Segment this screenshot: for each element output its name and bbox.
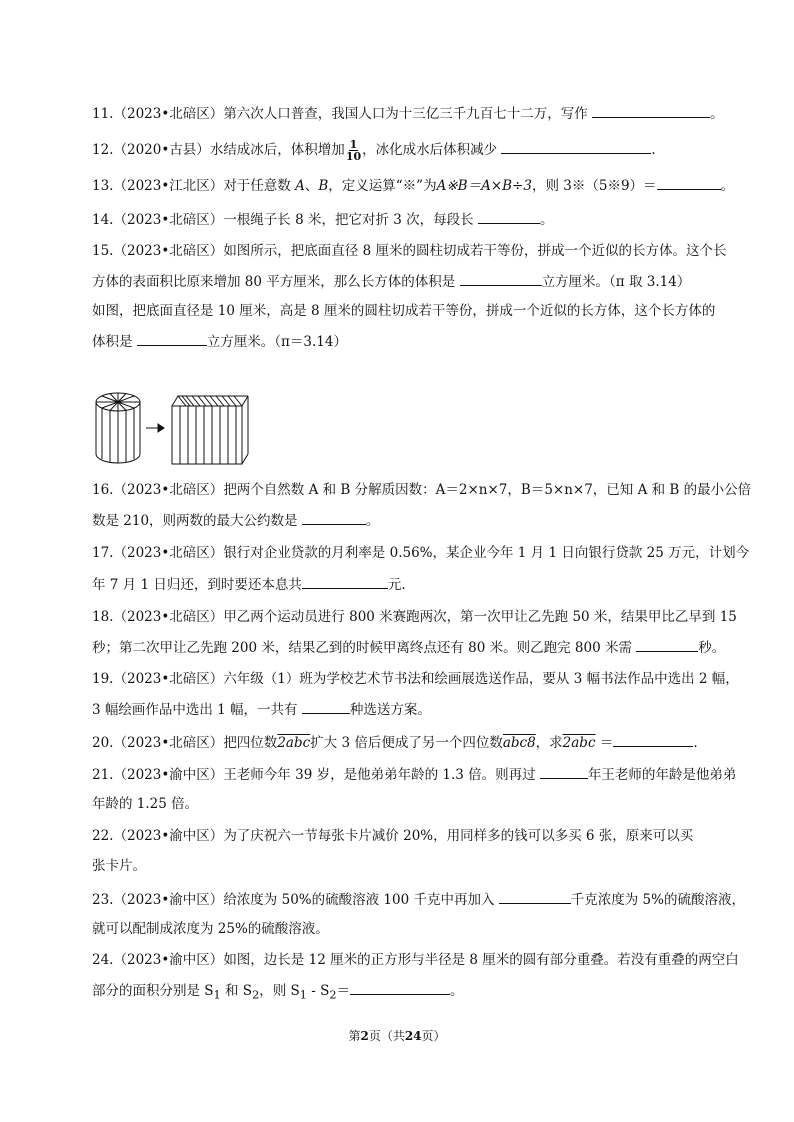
cylinder-to-cuboid-figure: [88, 388, 268, 468]
answer-blank[interactable]: [636, 637, 698, 652]
four-digit-number: 2abc: [562, 735, 596, 751]
question-16-line-2: [92, 510, 379, 531]
operation-definition: A※B＝A×B÷3: [436, 178, 532, 194]
punct: 、: [304, 178, 319, 194]
var-b: B: [318, 178, 329, 194]
answer-blank[interactable]: [137, 331, 207, 346]
footer-text: 页）: [421, 1029, 446, 1043]
subscript: 1: [213, 988, 221, 1002]
question-number: 15.: [92, 243, 114, 259]
subscript: 1: [299, 988, 307, 1002]
question-17-line-2: [92, 574, 406, 595]
page-number: 2: [360, 1029, 369, 1043]
question-source: （2023•北碚区）: [113, 482, 224, 498]
question-number: 19.: [92, 671, 114, 687]
question-text: 如图，把底面直径是 10 厘米，高是 8 厘米的圆柱切成若干等份，拼成一个近似的长方体，这个长方体的: [92, 303, 716, 319]
question-number: 20.: [92, 735, 114, 751]
numerator: 1: [349, 138, 358, 151]
question-text: ，定义运算“※”为: [328, 178, 437, 194]
denominator: 10: [345, 150, 362, 163]
question-number: 21.: [92, 767, 114, 783]
question-22-line-1: [92, 826, 693, 846]
punct: 。: [720, 178, 735, 194]
question-text: 立方厘米。（π＝3.14）: [206, 334, 347, 350]
answer-blank[interactable]: [501, 139, 651, 154]
question-text: 张卡片。: [92, 858, 146, 874]
question-number: 16.: [92, 482, 114, 498]
answer-blank[interactable]: [302, 574, 388, 589]
question-text: - S: [306, 983, 330, 999]
question-text: ＝: [336, 983, 351, 999]
question-text: 数是 210，则两数的最大公约数是: [92, 513, 298, 529]
question-text: 为了庆祝六一节每张卡片减价 20%，用同样多的钱可以多买 6 张，原来可以买: [223, 828, 694, 844]
footer-text: 第: [348, 1029, 361, 1043]
question-source: （2023•北碚区）: [113, 671, 224, 687]
question-15-line-4: [92, 331, 347, 352]
fraction: [346, 139, 361, 162]
question-text: 年王老师的年龄是他弟弟: [587, 767, 737, 783]
punct: .: [693, 735, 698, 751]
question-number: 13.: [92, 178, 114, 194]
question-13: [92, 175, 734, 196]
question-24-line-1: [92, 950, 739, 970]
answer-blank[interactable]: [657, 175, 721, 190]
question-19-line-1: [92, 669, 739, 689]
question-text: 给浓度为 50%的硫酸溶液 100 千克中再加入: [223, 892, 495, 908]
question-source: （2023•北碚区）: [113, 545, 224, 561]
question-text: 把四位数: [223, 735, 278, 751]
answer-blank[interactable]: [302, 699, 350, 714]
question-21-line-1: [92, 764, 736, 785]
answer-blank[interactable]: [478, 209, 540, 224]
question-18-line-2: [92, 637, 725, 658]
answer-blank[interactable]: [350, 980, 450, 995]
question-source: （2023•江北区）: [113, 178, 224, 194]
total-pages: 24: [404, 1029, 422, 1043]
question-text: ，则 3※（5※9）＝: [531, 178, 657, 194]
question-text: ，冰化成水后体积减少: [362, 142, 498, 158]
question-15-line-2: [92, 271, 690, 292]
question-15-line-3: [92, 301, 715, 321]
punct: 种选送方案。: [349, 702, 431, 718]
question-12: [92, 139, 656, 162]
question-20: [92, 732, 698, 753]
question-text: ，求: [535, 735, 563, 751]
question-text: 3 幅绘画作品中选出 1 幅，一共有: [92, 702, 298, 718]
question-text: 第六次人口普查，我国人口为十三亿三千九百七十二万，写作: [223, 106, 588, 122]
question-23-line-2: [92, 919, 329, 939]
answer-blank[interactable]: [592, 103, 710, 118]
question-text: 秒；第二次甲让乙先跑 200 米，结果乙到的时候甲离终点还有 80 米。则乙跑完 800 米需: [92, 640, 632, 656]
punct: 。: [365, 513, 380, 529]
question-number: 14.: [92, 212, 114, 228]
question-source: （2023•北碚区）: [113, 212, 224, 228]
question-text: 一根绳子长 8 米，把它对折 3 次，每段长: [223, 212, 474, 228]
question-source: （2023•渝中区）: [113, 952, 224, 968]
question-text: 扩大 3 倍后便成了另一个四位数: [310, 735, 503, 751]
question-text: 水结成冰后，体积增加: [209, 142, 345, 158]
question-source: （2023•北碚区）: [113, 609, 224, 625]
question-19-line-2: [92, 699, 431, 720]
four-digit-number: abc8: [502, 735, 536, 751]
question-text: 和 S: [220, 983, 253, 999]
question-number: 17.: [92, 545, 114, 561]
punct: .: [651, 142, 656, 158]
question-14: [92, 209, 553, 230]
question-source: （2023•北碚区）: [113, 735, 224, 751]
question-text: 甲乙两个运动员进行 800 米赛跑两次，第一次甲让乙先跑 50 米，结果甲比乙早到 15: [223, 609, 737, 625]
punct: 。: [710, 106, 724, 122]
punct: 。: [450, 983, 464, 999]
question-18-line-1: [92, 607, 737, 627]
question-text: 把两个自然数 A 和 B 分解质因数：A＝2×n×7，B＝5×n×7，已知 A 和 B 的最小公倍: [223, 482, 752, 498]
question-16-line-1: [92, 480, 751, 500]
question-24-line-2: [92, 980, 464, 1006]
question-21-line-2: [92, 794, 198, 814]
punct: 元.: [387, 577, 406, 593]
question-text: 六年级（1）班为学校艺术节书法和绘画展选送作品，要从 3 幅书法作品中选出 2 幅，: [223, 671, 739, 687]
question-text: 银行对企业贷款的月利率是 0.56%，某企业今年 1 月 1 日向银行贷款 25 万元，计划今: [223, 545, 750, 561]
punct: 。: [539, 212, 554, 228]
answer-blank[interactable]: [302, 510, 366, 525]
question-number: 11.: [92, 106, 114, 122]
question-text: 千克浓度为 5%的硫酸溶液，: [570, 892, 745, 908]
answer-blank[interactable]: [460, 271, 542, 286]
question-text: 如图，边长是 12 厘米的正方形与半径是 8 厘米的圆有部分重叠。若没有重叠的两空白: [223, 952, 739, 968]
question-23-line-1: [92, 889, 745, 910]
subscript: 2: [329, 988, 337, 1002]
question-text: 方体的表面积比原来增加 80 平方厘米，那么长方体的体积是: [92, 274, 456, 290]
question-source: （2020•古县）: [113, 142, 210, 158]
question-text: 年龄的 1.25 倍。: [92, 796, 199, 812]
question-17-line-1: [92, 543, 749, 563]
question-11: [92, 103, 724, 124]
question-22-line-2: [92, 856, 146, 876]
question-source: （2023•北碚区）: [113, 106, 224, 122]
page-footer: [0, 1027, 794, 1044]
question-text: 部分的面积分别是 S: [92, 983, 214, 999]
question-text: ，则 S: [259, 983, 300, 999]
question-number: 23.: [92, 892, 114, 908]
question-text: 年 7 月 1 日归还，到时要还本息共: [92, 577, 302, 593]
question-text: 体积是: [92, 334, 133, 350]
question-source: （2023•渝中区）: [113, 892, 224, 908]
question-text: ＝: [599, 735, 614, 751]
question-number: 18.: [92, 609, 114, 625]
footer-text: 页（共: [368, 1029, 405, 1043]
question-number: 24.: [92, 952, 114, 968]
answer-blank[interactable]: [499, 889, 571, 904]
question-source: （2023•渝中区）: [113, 767, 224, 783]
question-source: （2023•北碚区）: [113, 243, 224, 259]
question-text: 立方厘米。（π 取 3.14）: [541, 274, 691, 290]
answer-blank[interactable]: [613, 732, 693, 747]
var-a: A: [295, 178, 305, 194]
question-source: （2023•渝中区）: [113, 828, 224, 844]
four-digit-number: 2abc: [277, 735, 311, 751]
question-text: 如图所示，把底面直径 8 厘米的圆柱切成若干等份，拼成一个近似的长方体。这个长: [223, 243, 727, 259]
question-text: 王老师今年 39 岁，是他弟弟年龄的 1.3 倍。则再过: [223, 767, 536, 783]
question-number: 12.: [92, 142, 114, 158]
question-15-line-1: [92, 241, 726, 261]
answer-blank[interactable]: [540, 764, 588, 779]
question-number: 22.: [92, 828, 114, 844]
punct: 秒。: [698, 640, 726, 656]
question-text: 对于任意数: [223, 178, 291, 194]
question-text: 就可以配制成浓度为 25%的硫酸溶液。: [92, 921, 329, 937]
subscript: 2: [252, 988, 260, 1002]
